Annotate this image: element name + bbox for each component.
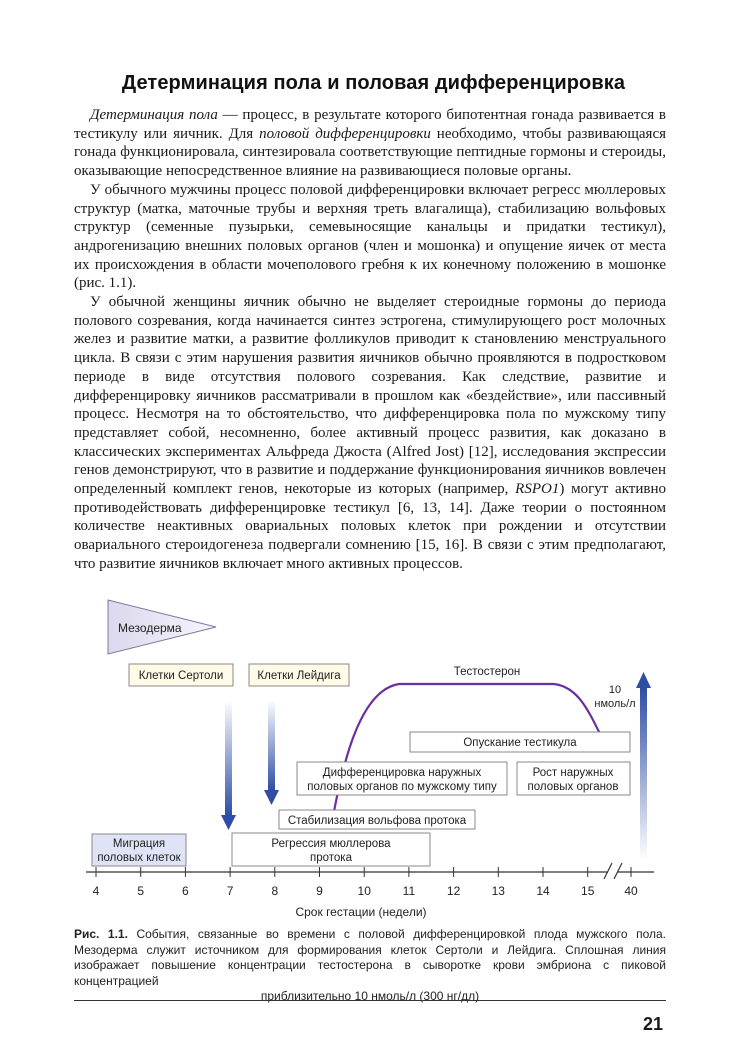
axis-break-mark	[604, 863, 612, 879]
mesoderm-label: Мезодерма	[118, 621, 182, 635]
axis-tick-label: 11	[402, 884, 416, 898]
sertoli-box	[129, 664, 233, 686]
external-differentiation-line-1: Дифференцировка наружных	[322, 767, 482, 779]
axis-tick-label: 13	[491, 884, 505, 898]
external-growth-line-2: половых органов	[527, 781, 619, 793]
wolffian-stabilization-box	[279, 810, 475, 829]
leydig-box	[249, 664, 349, 686]
paragraph-3	[74, 293, 666, 574]
germ-cell-migration-line-2: половых клеток	[97, 852, 181, 864]
axis-tick-label: 6	[182, 884, 189, 898]
mullerian-regression-line-2: протока	[310, 852, 352, 864]
footer-rule	[74, 1000, 666, 1001]
paragraph-1-text-a: — процесс, в результате которого бипотентная гонада развивается в тестикулу или яичник. Для	[74, 107, 666, 142]
peak-value-label: 10	[608, 684, 622, 696]
axis-tick-label: 9	[316, 884, 323, 898]
axis-break-mark	[614, 863, 622, 879]
axis-label: Срок гестации (недели)	[295, 905, 427, 919]
sertoli-label: Клетки Сертоли	[138, 670, 224, 682]
mullerian-regression-box	[232, 833, 430, 866]
concentration-up-arrow	[636, 672, 651, 860]
page-heading: Детерминация пола и половая дифференцировка	[121, 72, 626, 94]
testosterone-label: Тестостерон	[453, 666, 521, 678]
testicle-descent-box	[410, 732, 630, 752]
paragraph-1	[74, 106, 666, 181]
external-growth-line-1: Рост наружных	[532, 767, 614, 779]
page-number: 21	[642, 1014, 663, 1034]
caption-last-line: приблизительно 10 нмоль/л (300 нг/дл)	[260, 989, 480, 1003]
figure-timeline	[74, 592, 674, 922]
figure-caption	[74, 927, 666, 1005]
germ-cell-migration-box	[92, 834, 186, 866]
testosterone-curve	[332, 684, 604, 822]
peak-unit-label: нмоль/л	[594, 698, 636, 710]
paragraph-3-text-b: ) могут активно противодействовать дифференцировке тестикул [6, 13, 14]. Даже теории о постоянном количестве неактивных овариальных половых клеток при рождении и отсутствии овариального стероидогенеза подвергали сомнению [15, 16]. В связи с этим предполагают, что развитие яичников включает много активных процессов.	[74, 481, 666, 572]
mullerian-regression-line-1: Регрессия мюллерова	[271, 838, 391, 850]
external-differentiation-line-2: половых органов по мужскому типу	[307, 781, 497, 793]
axis-tick-label: 4	[92, 884, 100, 898]
leydig-down-arrow	[264, 700, 279, 805]
axis-tick-label: 8	[271, 884, 279, 898]
germ-cell-migration-line-1: Миграция	[112, 838, 166, 850]
external-differentiation-box	[297, 762, 507, 795]
external-growth-box	[517, 762, 630, 795]
axis-tick-label: 5	[137, 884, 145, 898]
sertoli-down-arrow	[221, 700, 236, 830]
term-sex-differentiation: половой дифференцировки	[259, 125, 431, 142]
wolffian-stabilization-label: Стабилизация вольфова протока	[287, 815, 467, 827]
axis-tick-label: 7	[226, 884, 234, 898]
gene-name: RSPO1	[515, 481, 560, 498]
axis-tick-label: 15	[581, 884, 595, 898]
body-text	[74, 106, 666, 574]
axis-tick-label: 40	[624, 884, 638, 898]
paragraph-3-text-a: У обычной женщины яичник обычно не выделяет стероидные гормоны до периода полового созревания, когда начинается синтез эстрогена, стимулирующего рост молочных желез и развитие матки, а развитие фолликулов приводит к становлению менструального цикла. В связи с этим нарушения развития яичников обычно проявляются в подростковом периоде в виде отсутствия полового созревания. Как следствие, развитие и дифференцировку яичников рассматривали в прошлом как «бездействие», или пассивный процесс. Несмотря на то обстоятельство, что дифференцировка пола по мужскому типу представляет собой, несомненно, более активный процесс развития, как доказано в классических экспериментах Альфреда Джоста (Alfred Jost) [12], исследования экспрессии генов демонстрируют, что в развитие и поддержание функционирования яичников вовлечен определенный комплект генов, некоторые из которых (например,	[74, 294, 666, 498]
leydig-label: Клетки Лейдига	[257, 670, 341, 682]
caption-label: Рис. 1.1.	[74, 927, 128, 941]
axis-tick-label: 12	[446, 884, 461, 898]
term-sex-determination: Детерминация пола	[90, 107, 218, 123]
mesoderm-shape	[108, 600, 216, 654]
caption-text: События, связанные во времени с половой дифференцировкой плода мужского пола. Мезодерма служит источником для формирования клеток Сертоли и Лейдига. Сплошная линия изображает повышение концентрации тестостерона в сыворотке крови эмбриона с пиковой концентрацией	[74, 927, 666, 988]
axis-tick-label: 10	[357, 884, 371, 898]
testicle-descent-label: Опускание тестикула	[463, 737, 577, 749]
axis-tick-label: 14	[536, 884, 550, 898]
paragraph-2: У обычного мужчины процесс половой дифференцировки включает регресс мюллеровых структур (матка, маточные трубы и верхняя треть влагалища), стабилизацию вольфовых структур (семенные пузырьки, семевыносящие канальцы и придатки тестикул), андрогенизацию внешних половых органов (член и мошонка) и опущение яичек от места их происхождения в области мочеполового гребня к их конечному положению в мошонке (рис. 1.1).	[74, 181, 666, 292]
paragraph-1-text-b: необходимо, чтобы развивающаяся гонада функционировала, синтезировала соответствующие пептидные гормоны и стероиды, оказывающие непосредственное влияние на развивающиеся половые органы.	[74, 125, 666, 180]
